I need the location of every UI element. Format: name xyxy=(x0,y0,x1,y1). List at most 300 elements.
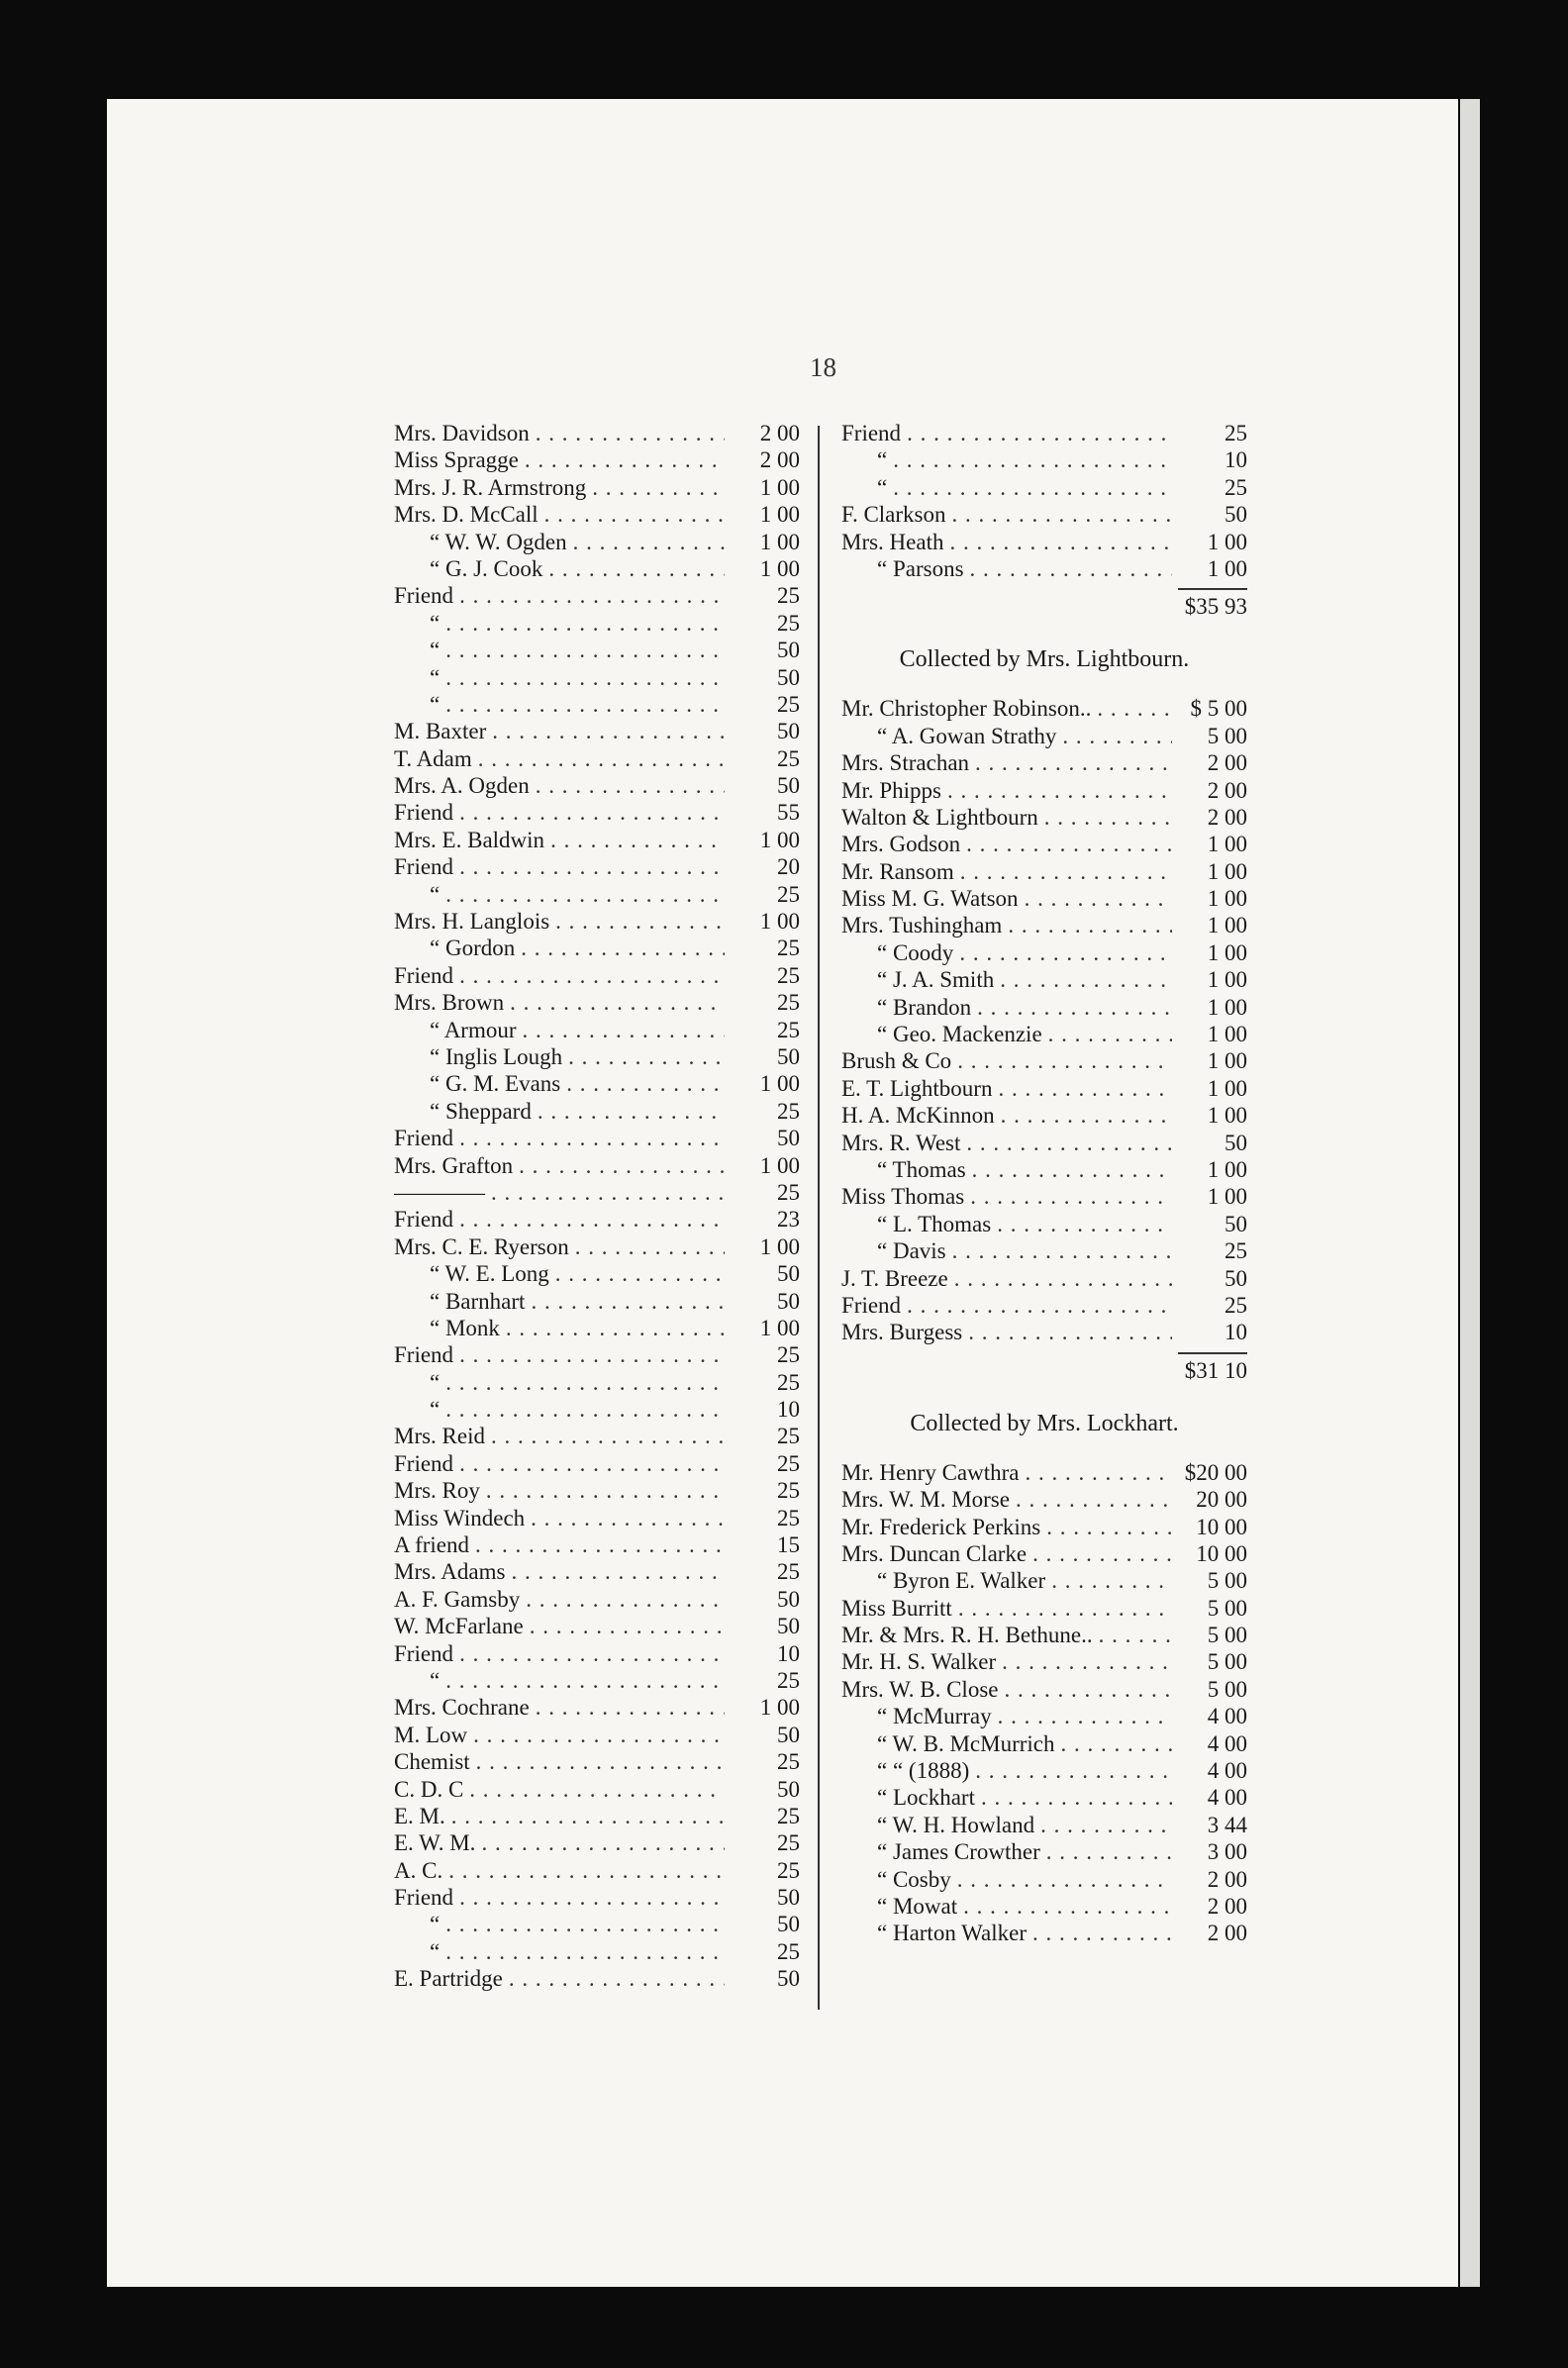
contribution-row xyxy=(841,1130,1247,1156)
contribution-row xyxy=(394,1125,800,1151)
contributor-name: Mrs. Davidson xyxy=(394,421,530,445)
contributor-name: “ Thomas xyxy=(877,1156,966,1182)
contribution-amount: 25 xyxy=(777,610,800,636)
dot-leader xyxy=(1001,1102,1172,1129)
contribution-row xyxy=(394,1965,800,1992)
contribution-amount: 2 00 xyxy=(1207,750,1247,776)
contributor-name: Friend xyxy=(841,1292,902,1318)
contribution-amount: 2 00 xyxy=(1207,1921,1247,1946)
contribution-row xyxy=(394,529,800,555)
dot-leader xyxy=(492,718,725,744)
contribution-row xyxy=(394,989,800,1016)
contribution-row xyxy=(394,1911,800,1937)
contributor-name: Friend xyxy=(394,1207,454,1233)
contribution-row xyxy=(394,1477,800,1504)
left-column xyxy=(394,420,800,1993)
column-divider xyxy=(818,426,820,2010)
dot-leader xyxy=(510,989,725,1016)
contributor-name: Mrs. Cochrane xyxy=(394,1695,530,1721)
contribution-amount: 1 00 xyxy=(1207,1022,1247,1047)
contribution-row xyxy=(841,1319,1247,1345)
contributor-name: “ Byron E. Walker xyxy=(877,1568,1046,1594)
contribution-row xyxy=(394,1369,800,1396)
contributor-name: A. F. Gamsby xyxy=(394,1586,521,1612)
contribution-row xyxy=(394,1748,800,1775)
dot-leader xyxy=(486,1477,725,1504)
contributor-name: “ xyxy=(430,1397,441,1423)
contributor-name: Mrs. Reid xyxy=(394,1424,485,1449)
contributor-name: “ xyxy=(877,474,888,500)
contribution-row xyxy=(394,610,800,637)
contributor-name: A. C. xyxy=(394,1857,443,1883)
contribution-amount: 1 00 xyxy=(1207,1184,1247,1210)
contribution-row xyxy=(394,745,800,772)
contributor-name: Mrs. Brown xyxy=(394,990,505,1016)
contribution-amount: 50 xyxy=(777,719,800,744)
contribution-amount: 50 xyxy=(777,1261,800,1287)
dot-leader xyxy=(473,1722,725,1748)
contribution-amount: 25 xyxy=(777,1342,800,1368)
contribution-amount: 50 xyxy=(777,1966,800,1992)
contribution-amount: 1 00 xyxy=(759,529,800,554)
contribution-amount: 50 xyxy=(1225,1130,1247,1155)
contributor-name: A friend xyxy=(394,1532,470,1558)
dot-leader xyxy=(531,1505,725,1531)
dot-leader xyxy=(448,1857,725,1884)
dot-leader xyxy=(459,1125,725,1151)
contributor-name: Walton & Lightbourn xyxy=(841,804,1038,830)
contribution-row xyxy=(841,529,1247,555)
section-2-list xyxy=(841,695,1247,1345)
contributor-name: “ McMurray xyxy=(877,1704,992,1729)
contributor-name: Mrs. D. McCall xyxy=(394,502,539,528)
dot-leader xyxy=(491,1179,725,1206)
dot-leader xyxy=(568,1043,725,1070)
contribution-amount: 55 xyxy=(777,800,800,826)
contribution-amount: 2 00 xyxy=(759,447,800,473)
contributor-name: “ Geo. Mackenzie xyxy=(877,1022,1042,1047)
contributor-name: Mrs. Duncan Clarke xyxy=(841,1540,1028,1566)
contribution-amount: 1 00 xyxy=(759,1315,800,1340)
contribution-row xyxy=(841,446,1247,473)
contribution-amount: 25 xyxy=(777,1803,800,1828)
contribution-amount: 25 xyxy=(777,1857,800,1883)
contribution-row xyxy=(394,1667,800,1694)
contribution-row xyxy=(841,1459,1247,1486)
contribution-amount: 10 xyxy=(777,1397,800,1423)
dot-leader xyxy=(907,1292,1172,1319)
contribution-amount: 3 44 xyxy=(1207,1812,1247,1837)
contributor-name: “ W. W. Ogden xyxy=(430,529,567,554)
dot-leader xyxy=(521,935,725,961)
contribution-row xyxy=(394,718,800,744)
contribution-amount: 50 xyxy=(777,1586,800,1612)
contribution-amount: 25 xyxy=(777,1179,800,1205)
dot-leader xyxy=(523,1017,725,1043)
dot-leader xyxy=(975,1757,1172,1784)
dot-leader xyxy=(893,446,1172,473)
contributor-name: J. T. Breeze xyxy=(841,1265,948,1291)
contribution-amount: 10 xyxy=(1225,447,1247,473)
dot-leader xyxy=(445,881,725,908)
dot-leader xyxy=(957,1047,1172,1074)
dot-leader xyxy=(1044,804,1172,831)
contributor-name: T. Adam xyxy=(394,745,472,771)
contributor-name: E. Partridge xyxy=(394,1966,503,1992)
contributor-name: Mrs. J. R. Armstrong xyxy=(394,474,587,500)
dot-leader xyxy=(459,1640,725,1667)
dot-leader xyxy=(963,1893,1172,1920)
contribution-row xyxy=(841,1622,1247,1648)
contributor-name: “ Armour xyxy=(430,1017,517,1042)
contribution-row xyxy=(394,1531,800,1558)
contribution-row xyxy=(394,1884,800,1911)
contributor-name: Mrs. Roy xyxy=(394,1478,480,1504)
contributor-name: “ xyxy=(430,610,441,636)
contribution-amount: 1 00 xyxy=(1207,886,1247,912)
contributor-name: Mrs. Tushingham xyxy=(841,913,1003,938)
contributor-name: “ Cosby xyxy=(877,1866,951,1892)
contributor-name: Friend xyxy=(394,1342,454,1368)
contribution-amount: 50 xyxy=(777,1722,800,1747)
contributor-name: Mrs. C. E. Ryerson xyxy=(394,1233,569,1259)
dot-leader xyxy=(1097,695,1172,722)
contribution-amount: 2 00 xyxy=(759,421,800,445)
contribution-amount: 1 00 xyxy=(759,909,800,935)
contribution-row xyxy=(841,749,1247,776)
contribution-row xyxy=(841,1156,1247,1183)
dot-leader xyxy=(966,1130,1172,1156)
dot-leader xyxy=(478,745,725,772)
contribution-row xyxy=(394,1288,800,1315)
contribution-amount: 25 xyxy=(777,962,800,988)
contributor-name: “ xyxy=(430,691,441,717)
contribution-row xyxy=(841,1812,1247,1838)
dot-leader xyxy=(445,664,725,691)
contributor-name: Brush & Co xyxy=(841,1048,952,1074)
scan-border xyxy=(1482,99,1568,2287)
contribution-amount: 25 xyxy=(777,936,800,961)
contributor-name: Friend xyxy=(394,1885,454,1911)
contribution-amount: 1 00 xyxy=(1207,913,1247,938)
dot-leader xyxy=(1032,1540,1172,1567)
contribution-row xyxy=(841,1757,1247,1784)
dot-leader xyxy=(997,1211,1172,1237)
contribution-row xyxy=(394,664,800,691)
contribution-amount: 1 00 xyxy=(759,1071,800,1097)
dot-leader xyxy=(531,1288,725,1315)
dot-leader xyxy=(511,1558,725,1585)
contributor-name: E. M. xyxy=(394,1803,445,1828)
section-1-total: $35 93 xyxy=(1184,594,1247,620)
contributor-name: Mr. & Mrs. R. H. Bethune.. xyxy=(841,1623,1093,1648)
dot-leader xyxy=(947,777,1172,804)
contribution-row xyxy=(394,1233,800,1260)
contributor-name: “ A. Gowan Strathy xyxy=(877,723,1057,748)
dot-leader xyxy=(530,1613,725,1639)
contributor-name: E. W. M. xyxy=(394,1830,476,1856)
contribution-amount: 2 00 xyxy=(1207,777,1247,803)
dot-leader xyxy=(475,1531,725,1558)
contributor-name: “ L. Thomas xyxy=(877,1211,992,1236)
dot-leader xyxy=(575,1233,725,1260)
contribution-amount: 25 xyxy=(777,1098,800,1124)
contribution-row xyxy=(841,555,1247,582)
contribution-amount: 4 00 xyxy=(1207,1758,1247,1784)
dot-leader xyxy=(459,1450,725,1477)
contributor-name: “ Sheppard xyxy=(430,1098,532,1124)
contribution-row xyxy=(394,1829,800,1856)
contribution-row xyxy=(394,1722,800,1748)
contribution-amount: 25 xyxy=(777,1450,800,1476)
contributor-name: Mrs. Adams xyxy=(394,1559,506,1585)
contribution-row xyxy=(841,1075,1247,1102)
contribution-amount: 25 xyxy=(777,1369,800,1395)
dot-leader xyxy=(1046,1514,1172,1540)
dot-leader xyxy=(958,1595,1172,1622)
contribution-amount: 4 00 xyxy=(1207,1704,1247,1729)
contributor-name: “ xyxy=(430,638,441,663)
dot-leader xyxy=(476,1748,725,1775)
contribution-amount: 1 00 xyxy=(1207,1048,1247,1074)
contributor-name: Miss Burritt xyxy=(841,1595,952,1621)
contributor-name: Mrs. Strachan xyxy=(841,750,970,776)
dot-leader xyxy=(1032,1920,1172,1946)
contribution-row xyxy=(394,1315,800,1341)
contribution-row xyxy=(394,1505,800,1531)
contribution-amount: 5 00 xyxy=(1207,1676,1247,1702)
dot-leader xyxy=(445,1369,725,1396)
dot-leader xyxy=(1000,966,1172,993)
contribution-row xyxy=(394,1586,800,1613)
contributor-name: Friend xyxy=(841,421,902,445)
contribution-row xyxy=(394,1341,800,1368)
contribution-row xyxy=(394,1043,800,1070)
contributor-name: Friend xyxy=(394,1450,454,1476)
page-edge xyxy=(1460,99,1480,2287)
contribution-row xyxy=(394,1260,800,1287)
dot-leader xyxy=(509,1965,725,1992)
contribution-row xyxy=(841,1676,1247,1703)
dot-leader xyxy=(998,1075,1172,1102)
dot-leader xyxy=(481,1829,725,1856)
contributor-name: M. Baxter xyxy=(394,719,487,744)
contribution-amount: 25 xyxy=(1225,421,1247,445)
contributor-name: Mrs. R. West xyxy=(841,1130,961,1155)
contribution-amount: 50 xyxy=(1225,502,1247,528)
contributor-name: “ xyxy=(430,1912,441,1937)
contribution-amount: 1 00 xyxy=(1207,967,1247,993)
contributor-name: Chemist xyxy=(394,1749,470,1775)
contribution-row xyxy=(841,1183,1247,1210)
contributor-name: Mrs. A. Ogden xyxy=(394,773,530,799)
dot-leader xyxy=(519,1152,725,1179)
contributor-name: Miss Windech xyxy=(394,1505,526,1530)
contributor-name: “ xyxy=(430,881,441,907)
dot-leader xyxy=(1008,912,1172,938)
contributor-name: “ Coody xyxy=(877,939,954,965)
contribution-amount: 2 00 xyxy=(1207,804,1247,830)
contributor-name: F. Clarkson xyxy=(841,502,946,528)
dot-leader xyxy=(445,637,725,663)
contribution-row xyxy=(841,420,1247,446)
section-2-heading: Collected by Mrs. Lightbourn. xyxy=(899,646,1190,673)
contribution-row xyxy=(394,1558,800,1585)
contribution-row xyxy=(841,1838,1247,1865)
dot-leader xyxy=(960,858,1172,885)
contribution-row xyxy=(841,885,1247,912)
contribution-amount: 50 xyxy=(777,1288,800,1314)
contribution-row xyxy=(841,939,1247,966)
contributor-name: “ “ (1888) xyxy=(877,1758,970,1784)
contribution-amount: 25 xyxy=(777,1938,800,1964)
contribution-row xyxy=(841,501,1247,528)
contributor-name: Friend xyxy=(394,962,454,988)
contributor-name: Mrs. Godson xyxy=(841,832,961,857)
contribution-row xyxy=(394,1070,800,1097)
contribution-row xyxy=(394,853,800,880)
dot-leader xyxy=(1004,1676,1172,1703)
contributor-name: “ W. B. McMurrich xyxy=(877,1730,1055,1756)
contribution-amount: $20 00 xyxy=(1184,1459,1247,1485)
contribution-amount: 1 00 xyxy=(759,827,800,852)
contributor-name: Mr. Ransom xyxy=(841,858,954,884)
dot-leader xyxy=(566,1070,725,1097)
contribution-amount: 25 xyxy=(777,583,800,609)
dot-leader xyxy=(459,1884,725,1911)
contribution-row xyxy=(841,1102,1247,1129)
contribution-amount: 50 xyxy=(777,1912,800,1937)
contribution-row xyxy=(394,935,800,961)
dot-leader xyxy=(970,555,1172,582)
dot-leader xyxy=(907,420,1172,446)
contributor-name: Friend xyxy=(394,583,454,609)
dot-leader xyxy=(977,994,1172,1021)
dot-leader xyxy=(459,582,725,609)
contribution-amount: $ 5 00 xyxy=(1190,696,1247,722)
dot-leader xyxy=(998,1703,1172,1729)
contribution-amount: 15 xyxy=(777,1532,800,1558)
contribution-row xyxy=(841,777,1247,804)
contributor-name: Mrs. W. M. Morse xyxy=(841,1487,1010,1513)
dot-leader xyxy=(954,1265,1172,1292)
contributor-name: “ xyxy=(430,1667,441,1693)
dot-leader xyxy=(550,827,725,853)
contributor-name: Mrs. Grafton xyxy=(394,1152,514,1178)
contribution-amount: 20 00 xyxy=(1196,1487,1247,1513)
dot-leader xyxy=(445,1667,725,1694)
contribution-amount: 1 00 xyxy=(1207,994,1247,1020)
contributor-name: H. A. McKinnon xyxy=(841,1103,995,1129)
contribution-row xyxy=(841,1893,1247,1920)
page-number: 18 xyxy=(810,352,836,382)
dot-leader xyxy=(459,1206,725,1233)
contributor-name: “ Lockhart xyxy=(877,1785,975,1811)
contribution-row xyxy=(841,1540,1247,1567)
contributor-name: W. McFarlane xyxy=(394,1614,524,1639)
contribution-amount: 1 00 xyxy=(759,502,800,528)
dot-leader xyxy=(536,1694,725,1721)
contribution-row xyxy=(841,1486,1247,1513)
contributor-name: Mrs. H. Langlois xyxy=(394,909,550,935)
contribution-amount: 1 00 xyxy=(759,1152,800,1178)
contributor-name: “ G. M. Evans xyxy=(430,1071,561,1097)
dot-leader xyxy=(548,555,725,582)
contribution-amount: 1 00 xyxy=(1207,555,1247,581)
contributor-name: “ xyxy=(877,447,888,473)
contribution-row xyxy=(841,831,1247,857)
contribution-amount: 10 00 xyxy=(1196,1514,1247,1539)
contribution-amount: 25 xyxy=(1225,1292,1247,1318)
contribution-amount: 5 00 xyxy=(1207,1623,1247,1648)
contribution-row xyxy=(394,637,800,663)
dot-leader xyxy=(1040,1812,1172,1838)
contribution-amount: 4 00 xyxy=(1207,1785,1247,1811)
dot-leader xyxy=(893,474,1172,501)
contribution-row xyxy=(841,1703,1247,1729)
contribution-row xyxy=(841,994,1247,1021)
contributor-name: “ Brandon xyxy=(877,994,972,1020)
contribution-row xyxy=(841,1648,1247,1675)
contribution-row xyxy=(841,1211,1247,1237)
dot-leader xyxy=(952,501,1173,528)
dot-leader xyxy=(459,799,725,826)
contribution-amount: 3 00 xyxy=(1207,1839,1247,1865)
dot-leader xyxy=(555,1260,725,1287)
contribution-row xyxy=(841,1784,1247,1811)
contribution-row xyxy=(841,1292,1247,1319)
contributor-name: “ Davis xyxy=(877,1238,946,1264)
contribution-amount: 1 00 xyxy=(1207,939,1247,965)
contribution-row xyxy=(394,772,800,799)
contribution-amount: 25 xyxy=(777,1505,800,1530)
contribution-amount: 25 xyxy=(777,881,800,907)
contribution-row xyxy=(394,1179,800,1206)
contribution-row xyxy=(394,1206,800,1233)
dot-leader xyxy=(968,1319,1172,1345)
dot-leader xyxy=(538,1098,725,1125)
contributor-name: Mrs. E. Baldwin xyxy=(394,827,545,852)
dot-leader xyxy=(445,1938,725,1965)
contribution-row xyxy=(394,1613,800,1639)
contribution-amount: 25 xyxy=(777,1667,800,1693)
contribution-amount: 1 00 xyxy=(1207,1075,1247,1101)
contribution-amount: 50 xyxy=(777,1776,800,1802)
dot-leader xyxy=(1048,1021,1172,1047)
contributor-name: “ Parsons xyxy=(877,555,964,581)
contribution-amount: 1 00 xyxy=(1207,1156,1247,1182)
contribution-row xyxy=(841,1237,1247,1264)
contribution-row xyxy=(394,1938,800,1965)
contributor-name: Miss Thomas xyxy=(841,1184,965,1210)
contribution-row xyxy=(841,1021,1247,1047)
dot-leader xyxy=(445,610,725,637)
contribution-amount: 50 xyxy=(777,1614,800,1639)
contributor-name: “ xyxy=(430,664,441,690)
contribution-amount: 25 xyxy=(777,691,800,717)
contribution-row xyxy=(394,691,800,718)
contributor-name: “ Barnhart xyxy=(430,1288,526,1314)
contribution-row xyxy=(394,799,800,826)
contribution-amount: 50 xyxy=(777,1885,800,1911)
contributor-name: “ James Crowther xyxy=(877,1839,1040,1865)
dot-leader xyxy=(972,1156,1172,1183)
contribution-row xyxy=(841,804,1247,831)
section-3-heading: Collected by Mrs. Lockhart. xyxy=(910,1410,1179,1436)
contributor-name: Mr. Henry Cawthra xyxy=(841,1459,1020,1485)
contributor-name: “ Harton Walker xyxy=(877,1921,1027,1946)
contribution-amount: 50 xyxy=(777,1043,800,1069)
